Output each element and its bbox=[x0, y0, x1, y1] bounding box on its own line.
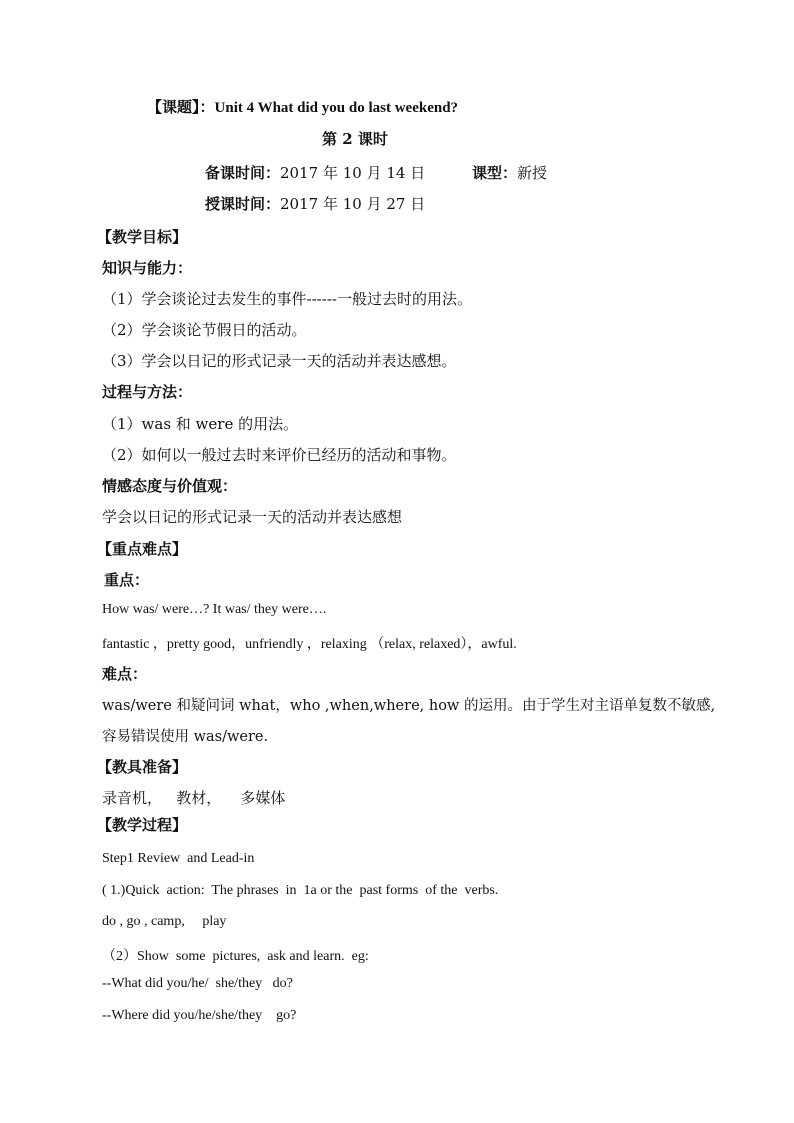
process-heading: 过程与方法： bbox=[102, 383, 193, 401]
difficult-line: 容易错误使用 was/were. bbox=[102, 729, 269, 745]
process-main-heading: 【教学过程】 bbox=[97, 816, 188, 834]
knowledge-heading: 知识与能力： bbox=[102, 259, 193, 277]
lesson-type-value: 新授 bbox=[517, 164, 548, 182]
process-line: --What did you/he/ she/they do? bbox=[102, 976, 293, 991]
key-line: How was/ were…? It was/ they were…. bbox=[102, 602, 327, 617]
difficult-label: 难点： bbox=[102, 665, 148, 683]
period-label: 第 2 课时 bbox=[322, 130, 388, 148]
process-item: （1）was 和 were 的用法。 bbox=[102, 415, 299, 433]
key-line: fantastic ，pretty good，unfriendly ，relaxing （relax, relaxed），awful. bbox=[102, 637, 517, 652]
key-label: 重点： bbox=[104, 571, 150, 589]
knowledge-item: （1）学会谈论过去发生的事件------一般过去时的用法。 bbox=[102, 290, 472, 308]
process-line: Step1 Review and Lead-in bbox=[102, 851, 255, 866]
prep-time-row bbox=[205, 162, 425, 183]
lesson-type-label: 课型： bbox=[472, 164, 518, 182]
teach-time-value: 2017 年 10 月 27 日 bbox=[280, 195, 426, 213]
lesson-title-line bbox=[147, 96, 458, 117]
lesson-title: Unit 4 What did you do last weekend? bbox=[214, 100, 459, 116]
knowledge-item: （3）学会以日记的形式记录一天的活动并表达感想。 bbox=[102, 352, 457, 370]
process-line: do , go , camp, play bbox=[102, 914, 227, 929]
process-line: --Where did you/he/she/they go? bbox=[102, 1008, 297, 1023]
emotion-heading: 情感态度与价值观： bbox=[102, 477, 238, 495]
process-line: ( 1.)Quick action: The phrases in 1a or the past forms of the verbs. bbox=[102, 883, 499, 898]
teach-time-label: 授课时间： bbox=[205, 195, 281, 213]
objectives-heading: 【教学目标】 bbox=[97, 228, 188, 246]
key-points-heading: 【重点难点】 bbox=[97, 540, 188, 558]
difficult-line: was/were 和疑问词 what，who ,when,where, how 的运用。由于学生对主语单复数不敏感, bbox=[102, 698, 716, 714]
materials-heading: 【教具准备】 bbox=[97, 758, 188, 776]
lesson-type-row bbox=[472, 162, 547, 183]
lesson-label: 【课题】： bbox=[147, 98, 215, 116]
prep-time-value: 2017 年 10 月 14 日 bbox=[280, 164, 426, 182]
knowledge-item: （2）学会谈论节假日的活动。 bbox=[102, 321, 307, 339]
emotion-text: 学会以日记的形式记录一天的活动并表达感想 bbox=[102, 508, 403, 526]
process-line: （2）Show some pictures, ask and learn. eg: bbox=[102, 949, 369, 964]
prep-time-label: 备课时间： bbox=[205, 164, 281, 182]
materials-text: 录音机， 教材， 多媒体 bbox=[102, 789, 286, 807]
process-item: （2）如何以一般过去时来评价已经历的活动和事物。 bbox=[102, 446, 457, 464]
teach-time-row bbox=[205, 193, 425, 214]
